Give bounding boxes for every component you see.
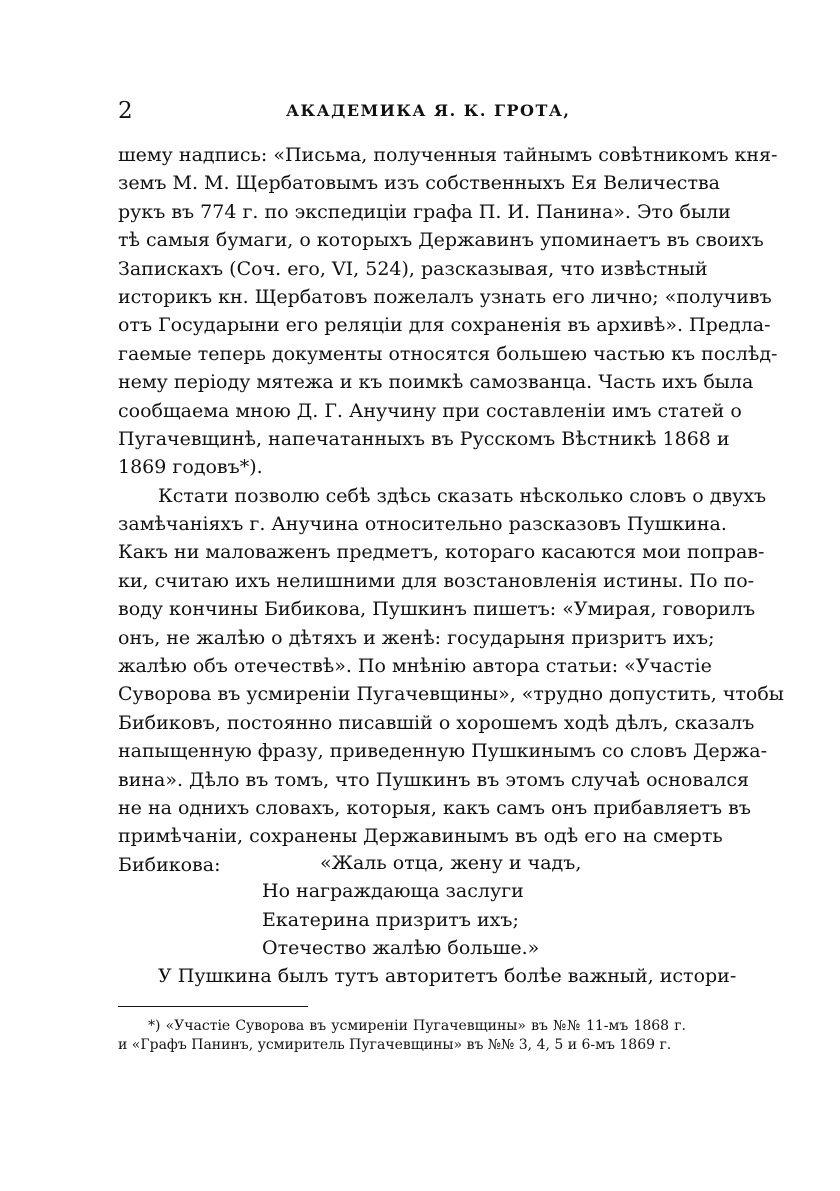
closing-line: У Пушкина былъ тутъ авторитетъ болѣе важный, истори- xyxy=(158,965,737,987)
text-line: Бибикова: xyxy=(118,853,221,876)
text-line: тѣ самыя бумаги, о которыхъ Державинъ упоминаетъ въ своихъ xyxy=(118,229,764,252)
text-line: напыщенную фразу, приведенную Пушкинымъ со словъ Держа- xyxy=(118,740,768,763)
text-line: Запискахъ (Соч. его, VI, 524), разсказывая, что извѣстный xyxy=(118,257,708,280)
text-line: 1869 годовъ*). xyxy=(118,456,263,479)
verse-line: «Жаль отца, жену и чадъ, xyxy=(320,852,582,874)
text-line: онъ, не жалѣю о дѣтяхъ и женѣ: государыня призритъ ихъ; xyxy=(118,626,715,649)
verse-line: Но награждающа заслуги xyxy=(262,880,524,903)
text-line: гаемые теперь документы относятся большею частью къ послѣд- xyxy=(118,342,778,365)
text-line: земъ М. М. Щербатовымъ изъ собственныхъ Ея Величества xyxy=(118,172,720,195)
running-title: АКАДЕМИКА Я. К. ГРОТА, xyxy=(286,101,571,120)
footnotes xyxy=(118,1017,686,1055)
text-line: отъ Государыни его реляціи для сохраненія въ архивѣ». Предла- xyxy=(118,314,771,337)
footnote-divider xyxy=(118,1006,308,1007)
text-line: Бибиковъ, постоянно писавшій о хорошемъ ходѣ дѣлъ, сказалъ xyxy=(118,711,755,734)
text-line: замѣчаніяхъ г. Анучина относительно разсказовъ Пушкина. xyxy=(118,513,727,536)
text-line: не на однихъ словахъ, которыя, какъ самъ онъ прибавляетъ въ xyxy=(118,796,751,819)
text-line: вина». Дѣло въ томъ, что Пушкинъ въ этомъ случаѣ основался xyxy=(118,768,750,791)
verse-line: Отечество жалѣю больше.» xyxy=(262,937,540,960)
body-text xyxy=(118,141,784,879)
text-line: примѣчаніи, сохранены Державинымъ въ одѣ его на смерть xyxy=(118,825,723,848)
footnote-line: и «Графъ Панинъ, усмиритель Пугачевщины» въ №№ 3, 4, 5 и 6-мъ 1869 г. xyxy=(118,1037,672,1053)
text-line: ки, считаю ихъ нелишними для возстановленія истины. По по- xyxy=(118,569,755,592)
text-line: Пугачевщинѣ, напечатанныхъ въ Русскомъ Вѣстникѣ 1868 и xyxy=(118,427,730,450)
text-line: жалѣю объ отечествѣ». По мнѣнію автора статьи: «Участіе xyxy=(118,655,712,678)
verse-line: Екатерина призритъ ихъ; xyxy=(262,908,519,931)
text-line: рукъ въ 774 г. по экспедиціи графа П. И. Панина». Это были xyxy=(118,200,731,223)
text-line: нему періоду мятежа и къ поимкѣ самозванца. Часть ихъ была xyxy=(118,371,754,394)
text-line: историкъ кн. Щербатовъ пожелалъ узнать его лично; «получивъ xyxy=(118,285,772,308)
text-line: сообщаема мною Д. Г. Анучину при составленіи имъ статей о xyxy=(118,399,742,422)
text-line: шему надпись: «Письма, полученныя тайнымъ совѣтникомъ кня- xyxy=(118,144,778,166)
verse-quote xyxy=(262,849,662,963)
text-line: Суворова въ усмиреніи Пугачевщины», «трудно допустить, чтобы xyxy=(118,683,784,706)
text-line: Какъ ни маловаженъ предметъ, котораго касаются мои поправ- xyxy=(118,541,765,564)
page-header xyxy=(118,96,684,126)
page-number: 2 xyxy=(118,98,133,124)
text-line: воду кончины Бибикова, Пушкинъ пишетъ: «Умирая, говорилъ xyxy=(118,598,756,621)
footnote-line: *) «Участіе Суворова въ усмиреніи Пугачевщины» въ №№ 11-мъ 1868 г. xyxy=(148,1018,686,1034)
text-line: Кстати позволю себѣ здѣсь сказать нѣсколько словъ о двухъ xyxy=(158,484,767,507)
